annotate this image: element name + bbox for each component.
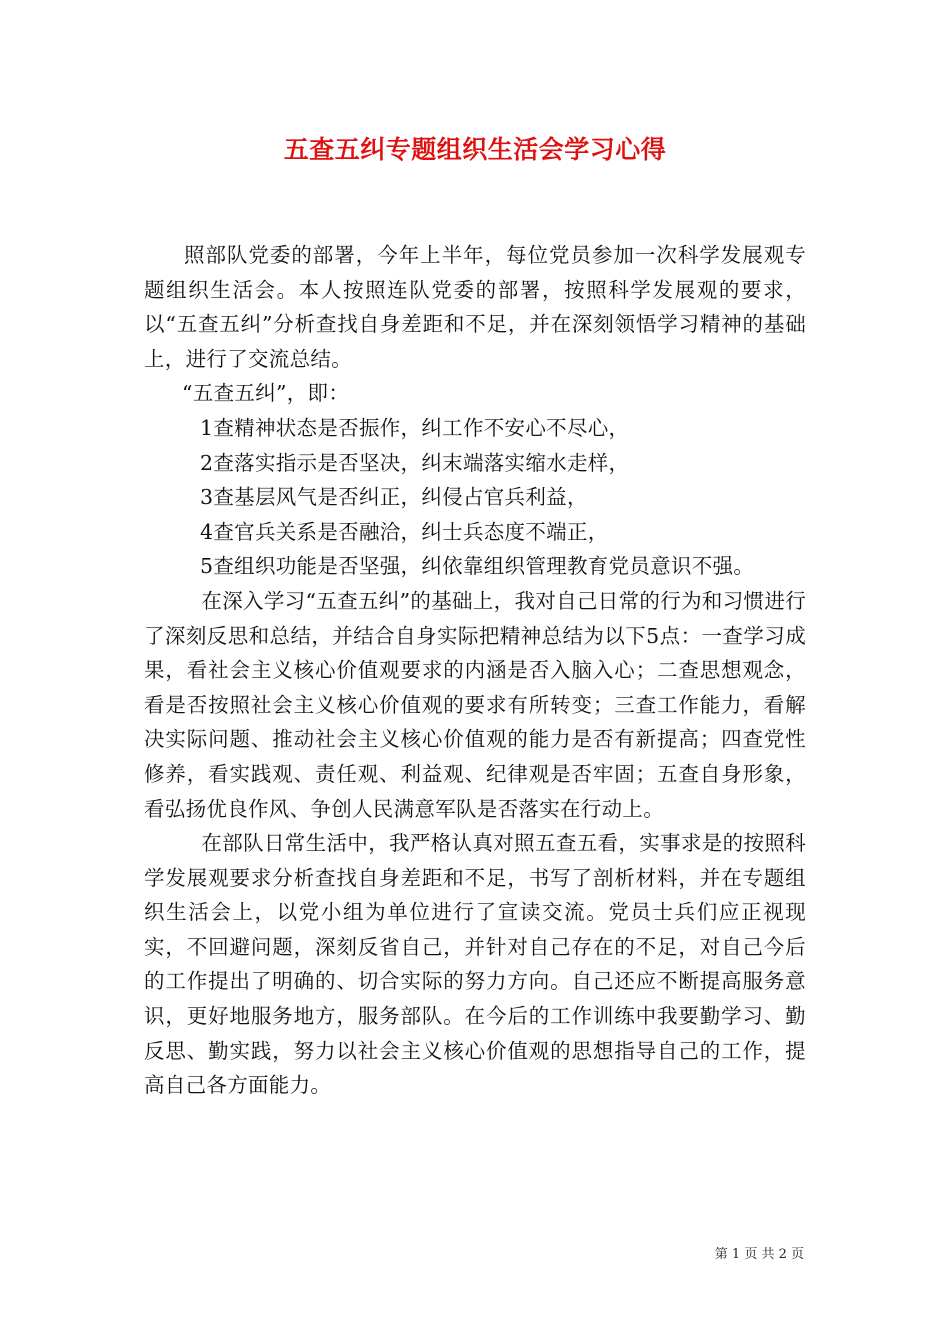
- document-title: 五查五纠专题组织生活会学习心得: [283, 135, 667, 164]
- document-body: [144, 238, 806, 1103]
- intro-paragraph: 照部队党委的部署，今年上半年，每位党员参加一次科学发展观专题组织生活会。本人按照连队党委的部署，按照科学发展观的要求，以“五查五纠”分析查找自身差距和不足，并在深刻领悟学习精神的基础上，进行了交流总结。: [144, 243, 806, 371]
- list-heading: “五查五纠”，即：: [182, 381, 350, 406]
- list-item: 4查官兵关系是否融洽，纠士兵态度不端正，: [200, 519, 609, 544]
- list-item: 5查组织功能是否坚强，纠依靠组织管理教育党员意识不强。: [200, 554, 755, 579]
- list-item: 3查基层风气是否纠正，纠侵占官兵利益，: [200, 485, 588, 510]
- reflection-paragraph: 在深入学习“五查五纠”的基础上，我对自己日常的行为和习惯进行了深刻反思和总结，并结合自身实际把精神总结为以下5点：一查学习成果，看社会主义核心价值观要求的内涵是否入脑入心；二查思想观念，看是否按照社会主义核心价值观的要求有所转变；三查工作能力，看解决实际问题、推动社会主义核心价值观的能力是否有新提高；四查党性修养，看实践观、责任观、利益观、纪律观是否牢固；五查自身形象，看弘扬优良作风、争创人民满意军队是否落实在行动上。: [144, 588, 806, 821]
- list-item: 2查落实指示是否坚决，纠末端落实缩水走样，: [200, 450, 630, 475]
- conclusion-paragraph: 在部队日常生活中，我严格认真对照五查五看，实事求是的按照科学发展观要求分析查找自身差距和不足，书写了剖析材料，并在专题组织生活会上，以党小组为单位进行了宣读交流。党员士兵们应正视现实，不回避问题，深刻反省自己，并针对自己存在的不足，对自己今后的工作提出了明确的、切合实际的努力方向。自己还应不断提高服务意识，更好地服务地方，服务部队。在今后的工作训练中我要勤学习、勤反思、勤实践，努力以社会主义核心价值观的思想指导自己的工作，提高自己各方面能力。: [144, 831, 806, 1098]
- list-item: 1查精神状态是否振作，纠工作不安心不尽心，: [200, 415, 630, 440]
- page-number: 第 1 页 共 2 页: [714, 1247, 804, 1262]
